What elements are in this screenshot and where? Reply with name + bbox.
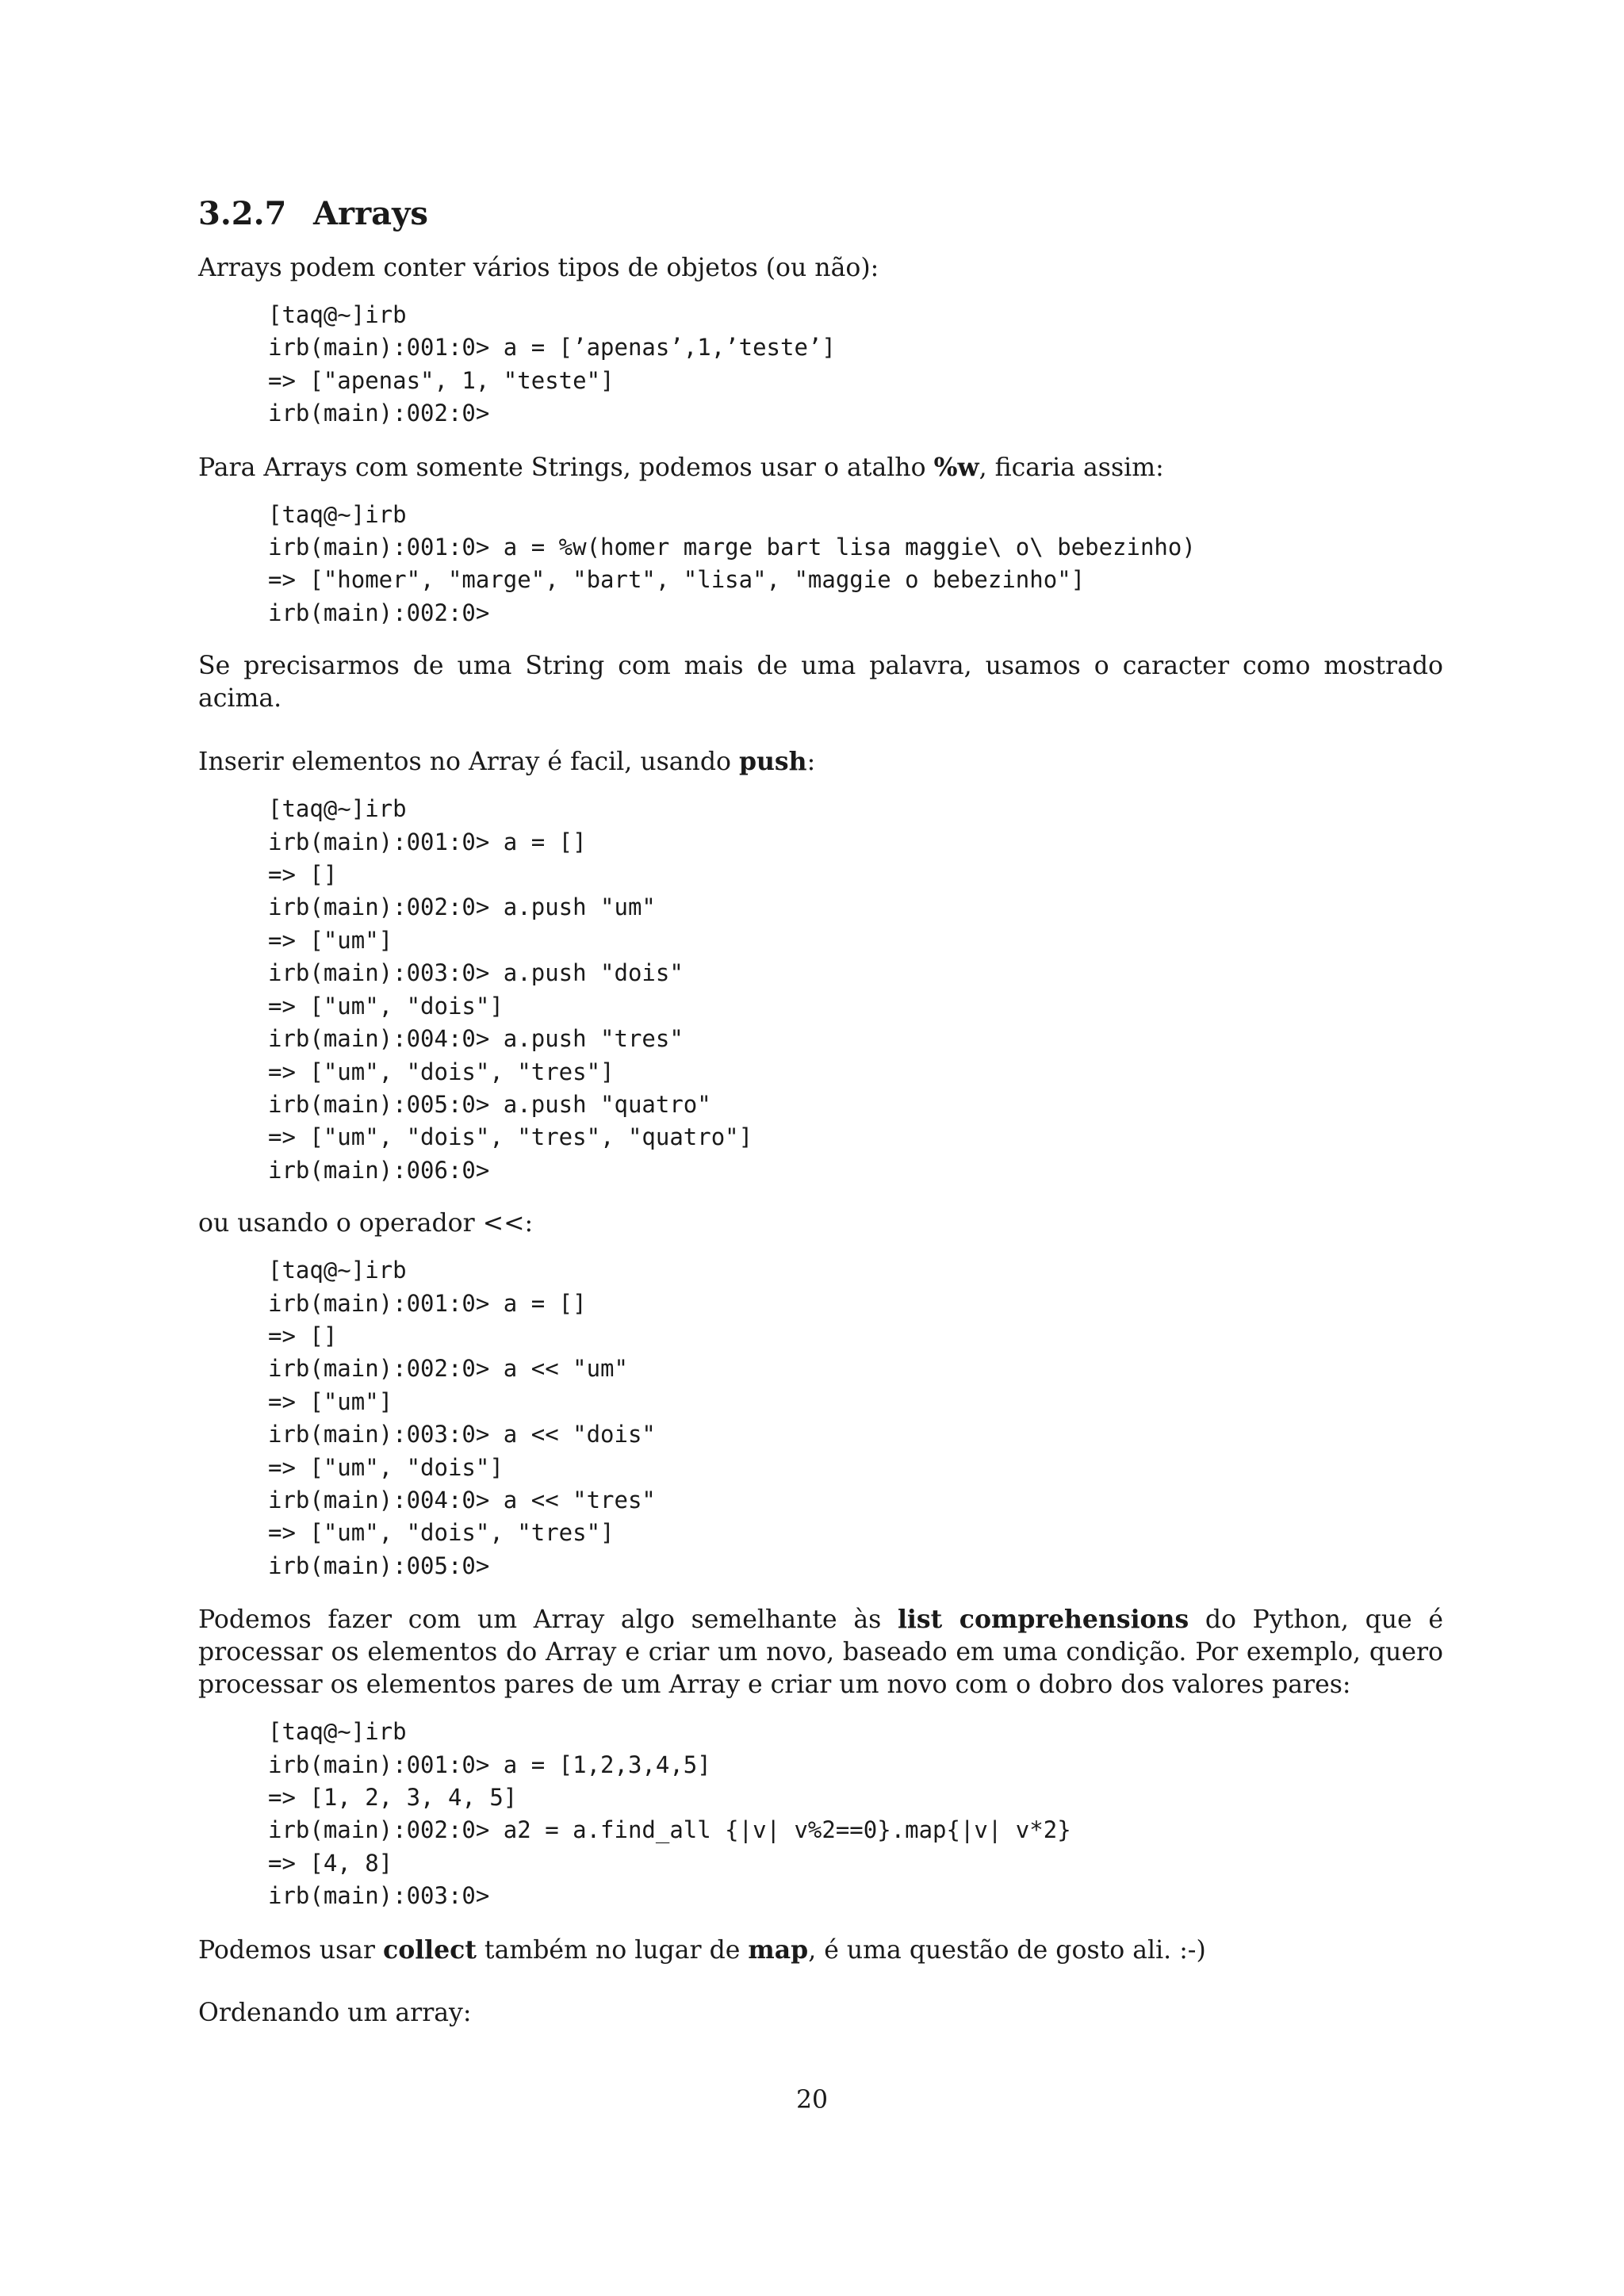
section-heading bbox=[198, 190, 1443, 238]
code-block-percent-w: [taq@~]irb irb(main):001:0> a = %w(homer marge bart lisa maggie\ o\ bebezinho) => ["homer", "marge", "bart", "lisa", "maggie o bebezinho"] irb(main):002:0> bbox=[268, 500, 1196, 626]
paragraph-shovel-operator: ou usando o operador <<: bbox=[198, 1209, 534, 1238]
paragraph-multiword-string: Se precisarmos de uma String com mais de uma palavra, usamos o caracter como mostrado acima. bbox=[198, 652, 1443, 714]
inline-bold-collect: collect bbox=[383, 1934, 477, 1965]
paragraph-sorting: Ordenando um array: bbox=[198, 1998, 472, 2027]
code-block-shovel: [taq@~]irb irb(main):001:0> a = [] => [] irb(main):002:0> a << "um" => ["um"] irb(main):003:0> a << "dois" => ["um", "dois"] irb(main):004:0> a << "tres" => ["um", "dois", "tres"] irb(main):005:0> bbox=[268, 1257, 656, 1579]
paragraph-push: Inserir elementos no Array é facil, usando push: bbox=[198, 747, 816, 777]
inline-bold-map: map bbox=[748, 1934, 809, 1965]
inline-bold-push: push bbox=[739, 747, 807, 777]
paragraph-percent-w: Para Arrays com somente Strings, podemos usar o atalho %w, ficaria assim: bbox=[198, 452, 1164, 482]
paragraph-list-comprehensions: Podemos fazer com um Array algo semelhante às list comprehensions do Python, que é processar os elementos do Array e criar um novo, baseado em uma condição. Por exemplo, quero processar os elementos pares de um Array e criar um novo com o dobro dos valores pares: bbox=[198, 1605, 1443, 1700]
paragraph-collect: Podemos usar collect também no lugar de map, é uma questão de gosto ali. :-) bbox=[198, 1934, 1206, 1965]
page-number: 20 bbox=[795, 2086, 829, 2114]
code-block-push: [taq@~]irb irb(main):001:0> a = [] => [] irb(main):002:0> a.push "um" => ["um"] irb(main):003:0> a.push "dois" => ["um", "dois"] irb(main):004:0> a.push "tres" => ["um", "dois", "tres"] irb(main):005:0> a.push "quatro" => ["um", "dois", "tres", "quatro"] irb(main):006:0> bbox=[268, 795, 753, 1184]
inline-bold-percent-w: %w bbox=[933, 452, 979, 482]
document-page bbox=[198, 190, 1443, 2044]
paragraph-intro: Arrays podem conter vários tipos de objetos (ou não): bbox=[198, 254, 879, 282]
code-block-array-types: [taq@~]irb irb(main):001:0> a = [’apenas’,1,’teste’] => ["apenas", 1, "teste"] irb(main):002:0> bbox=[268, 301, 836, 427]
section-title: Arrays bbox=[313, 195, 428, 232]
section-number: 3.2.7 bbox=[198, 195, 287, 232]
inline-bold-list-comprehensions: list comprehensions bbox=[897, 1605, 1189, 1635]
code-block-find-all-map: [taq@~]irb irb(main):001:0> a = [1,2,3,4,5] => [1, 2, 3, 4, 5] irb(main):002:0> a2 = a.find_all {|v| v%2==0}.map{|v| v*2} => [4, 8] irb(main):003:0> bbox=[268, 1718, 1071, 1910]
